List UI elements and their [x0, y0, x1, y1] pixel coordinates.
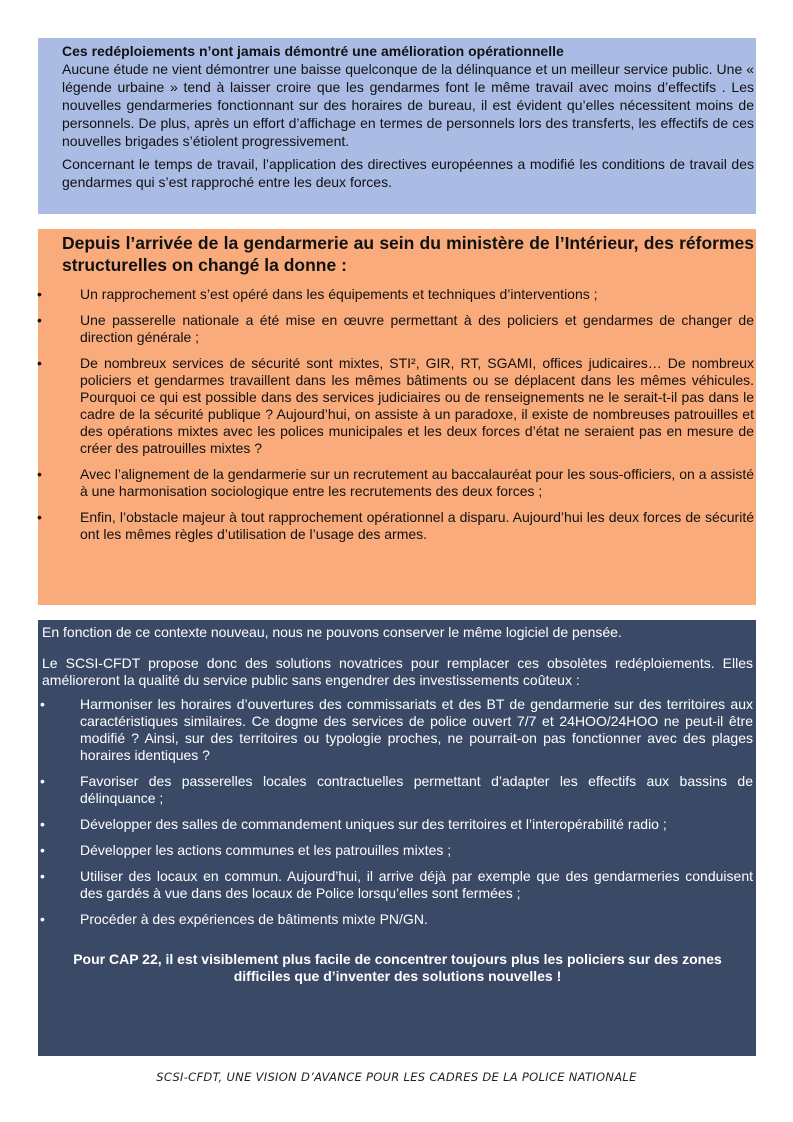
bullet-icon: •	[37, 312, 42, 328]
list-item-text: Utiliser des locaux en commun. Aujourd’hui, il arrive déjà par exemple que des gendarmeries conduisent des gardés à vue dans des locaux de Police lorsqu’elles sont fermées ;	[80, 868, 753, 901]
bullet-icon: •	[37, 286, 42, 302]
bullet-icon: •	[40, 696, 45, 712]
list-item-text: Une passerelle nationale a été mise en œuvre permettant à des policiers et gendarmes de changer de direction générale ;	[80, 312, 754, 345]
list-item	[42, 868, 753, 902]
list-item	[42, 816, 753, 833]
list-item-text: Favoriser des passerelles locales contractuelles permettant d’adapter les effectifs aux bassins de délinquance ;	[80, 773, 753, 806]
list-item	[37, 286, 754, 303]
list-item	[42, 696, 753, 764]
list-item-text: Développer les actions communes et les patrouilles mixtes ;	[80, 842, 452, 858]
closing-statement: Pour CAP 22, il est visiblement plus facile de concentrer toujours plus les policiers sur des zones difficiles que d’inventer des solutions nouvelles !	[73, 951, 722, 984]
list-item-text: Un rapprochement s’est opéré dans les équipements et techniques d’interventions ;	[80, 286, 598, 302]
list-item	[42, 842, 753, 859]
list-item-text: De nombreux services de sécurité sont mixtes, STI², GIR, RT, SGAMI, offices judicaires… De nombreux policiers et gendarmes travaillent dans les mêmes bâtiments ou se déplacent dans les mêmes véhicules. Pourquoi ce qui est possible dans des services judiciaires ou de renseignements ne le serait-t-il pas dans le cadre de la sécurité publique ? Aujourd’hui, on assiste à un paradoxe, il existe de nombreuses patrouilles et des opérations mixtes avec les polices municipales et les deux forces d’état ne seraient pas en mesure de créer des patrouilles mixtes ?	[80, 355, 754, 456]
list-item	[37, 312, 754, 346]
reforms-heading: Depuis l’arrivée de la gendarmerie au sein du ministère de l’Intérieur, des réformes structurelles on changé la donne :	[62, 233, 754, 275]
list-item	[37, 466, 754, 500]
bullet-icon: •	[40, 773, 45, 789]
bullet-icon: •	[40, 868, 45, 884]
list-item-text: Enfin, l’obstacle majeur à tout rapprochement opérationnel a disparu. Aujourd’hui les deux forces de sécurité ont les mêmes règles d’utilisation de l’usage des armes.	[80, 509, 754, 542]
proposal-paragraph: Le SCSI-CFDT propose donc des solutions novatrices pour remplacer ces obsolètes redéploiements. Elles amélioreront la qualité du service public sans engendrer des investissements coûteux :	[42, 655, 753, 688]
reforms-list	[37, 286, 754, 543]
list-item-text: Développer des salles de commandement uniques sur des territoires et l’interopérabilité radio ;	[80, 816, 667, 832]
redeployment-paragraph: Aucune étude ne vient démontrer une baisse quelconque de la délinquance et un meilleur service public. Une « légende urbaine » tend à laisser croire que les gendarmes font le même travail avec moins d’effectifs . Les nouvelles gendarmeries fonctionnant sur des horaires de bureau, il est évident qu’elles nécessitent moins de personnels. De plus, après un effort d’affichage en termes de personnels lors des transferts, les effectifs de ces nouvelles brigades s’étiolent progressivement.	[62, 61, 754, 149]
proposals-box	[38, 620, 756, 1056]
proposals-list	[42, 696, 753, 928]
list-item	[37, 509, 754, 543]
list-item	[42, 773, 753, 807]
bullet-icon: •	[37, 466, 42, 482]
list-item	[42, 911, 753, 928]
context-paragraph: En fonction de ce contexte nouveau, nous ne pouvons conserver le même logiciel de pensée.	[42, 624, 622, 640]
redeployment-heading: Ces redéploiements n’ont jamais démontré une amélioration opérationnelle	[62, 43, 564, 59]
list-item-text: Procéder à des expériences de bâtiments mixte PN/GN.	[80, 911, 428, 927]
bullet-icon: •	[37, 355, 42, 371]
list-item-text: Avec l’alignement de la gendarmerie sur un recrutement au baccalauréat pour les sous-officiers, on a assisté à une harmonisation sociologique entre les recrutements des deux forces ;	[80, 466, 754, 499]
reforms-box	[38, 229, 756, 605]
working-time-paragraph: Concernant le temps de travail, l’application des directives européennes a modifié les conditions de travail des gendarmes qui s’est rapproché entre les deux forces.	[62, 156, 754, 190]
bullet-icon: •	[40, 911, 45, 927]
redeployment-box	[38, 38, 756, 214]
bullet-icon: •	[37, 509, 42, 525]
bullet-icon: •	[40, 816, 45, 832]
list-item-text: Harmoniser les horaires d’ouvertures des commissariats et des BT de gendarmerie sur des territoires aux caractéristiques similaires. Ce dogme des services de police ouvert 7/7 et 24HOO/24HOO ne peut-il être modifié ? Ainsi, sur des territoires ou typologie proches, ne pourrait-on pas fonctionner avec des plages horaires identiques ?	[80, 696, 753, 763]
list-item	[37, 355, 754, 457]
footer-tagline: SCSI-CFDT, UNE VISION D’AVANCE POUR LES CADRES DE LA POLICE NATIONALE	[156, 1070, 637, 1084]
bullet-icon: •	[40, 842, 45, 858]
